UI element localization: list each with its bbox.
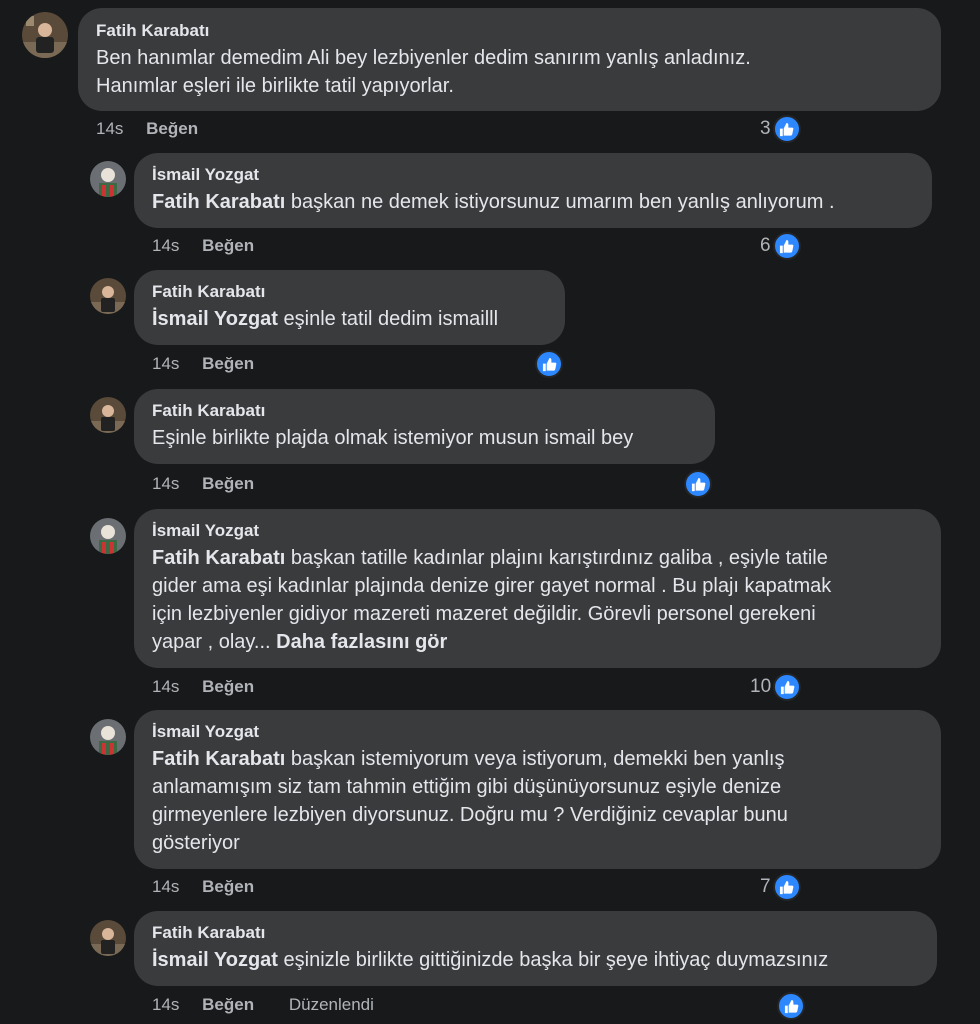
- comment-meta: [152, 234, 284, 258]
- comment-text: İsmail Yozgat eşinle tatil dedim ismailll: [152, 308, 499, 330]
- reaction-summary[interactable]: [684, 469, 712, 499]
- comment-text: Fatih Karabatı başkan istemiyorum veya istiyorum, demekki ben yanlış anlamamışım siz tam tahmin ettiğim gibi düşünüyorsunuz eşiyle denize girmeyenlere lezbiyen diyorsunuz. Doğru mu ? Verdiğiniz cevaplar bunu gösteriyor: [152, 748, 788, 854]
- avatar[interactable]: [90, 161, 126, 197]
- comment-text: Eşinle birlikte plajda olmak istemiyor musun ismail bey: [152, 427, 634, 449]
- comment-time[interactable]: 14s: [152, 995, 180, 1014]
- comment-time[interactable]: 14s: [96, 119, 124, 138]
- comment-time[interactable]: 14s: [152, 474, 180, 493]
- comment-meta: [152, 675, 284, 699]
- comment-text: Ben hanımlar demedim Ali bey lezbiyenler dedim sanırım yanlış anladınız. Hanımlar eşleri ile birlikte tatil yapıyorlar.: [96, 47, 751, 97]
- comment-meta: [152, 472, 284, 496]
- comment-bubble: [78, 8, 941, 111]
- avatar[interactable]: [90, 518, 126, 554]
- avatar[interactable]: [90, 397, 126, 433]
- comment-bubble: [134, 153, 932, 228]
- mention-link[interactable]: İsmail Yozgat: [152, 949, 278, 971]
- thumbs-up-icon: [535, 350, 563, 378]
- mention-link[interactable]: Fatih Karabatı: [152, 547, 286, 569]
- comment-time[interactable]: 14s: [152, 677, 180, 696]
- reaction-summary[interactable]: [535, 349, 563, 379]
- reaction-count: 6: [760, 235, 771, 256]
- comment-bubble: [134, 509, 941, 668]
- comment-bubble: [134, 270, 565, 345]
- thumbs-up-icon: [773, 873, 801, 901]
- avatar[interactable]: [90, 920, 126, 956]
- reaction-summary[interactable]: [777, 991, 805, 1021]
- reaction-count: 3: [760, 118, 771, 139]
- comment-author[interactable]: İsmail Yozgat: [152, 165, 260, 184]
- reaction-count: 7: [760, 876, 771, 897]
- thumbs-up-icon: [773, 232, 801, 260]
- like-button[interactable]: Beğen: [202, 677, 255, 696]
- avatar[interactable]: [90, 719, 126, 755]
- comment-text: Fatih Karabatı başkan ne demek istiyorsunuz umarım ben yanlış anlıyorum .: [152, 191, 835, 213]
- reaction-count: 10: [750, 676, 772, 697]
- reaction-summary[interactable]: [750, 672, 801, 702]
- thumbs-up-icon: [773, 673, 801, 701]
- comment-meta: [152, 875, 284, 899]
- comment-author[interactable]: İsmail Yozgat: [152, 722, 260, 741]
- like-button[interactable]: Beğen: [202, 995, 255, 1014]
- thumbs-up-icon: [684, 470, 712, 498]
- thumbs-up-icon: [773, 115, 801, 143]
- edited-label[interactable]: Düzenlendi: [288, 995, 374, 1014]
- comment-text: Fatih Karabatı başkan tatille kadınlar plajını karıştırdınız galiba , eşiyle tatile gider ama eşi kadınlar plajında denize girer gayet normal . Bu plajı kapatmak için lezbiyenler gidiyor mazereti mazeret değildir. Görevli personel gerekeni yapar , olay... Daha fazlasını gör: [152, 547, 832, 653]
- like-button[interactable]: Beğen: [146, 119, 199, 138]
- reaction-summary[interactable]: [760, 872, 801, 902]
- reaction-summary[interactable]: [760, 114, 801, 144]
- like-button[interactable]: Beğen: [202, 236, 255, 255]
- mention-link[interactable]: Fatih Karabatı: [152, 191, 286, 213]
- comment-meta: [152, 993, 374, 1017]
- see-more-link[interactable]: Daha fazlasını gör: [276, 631, 448, 653]
- comment-time[interactable]: 14s: [152, 236, 180, 255]
- comment-bubble: [134, 911, 937, 986]
- mention-link[interactable]: Fatih Karabatı: [152, 748, 286, 770]
- comment-bubble: [134, 710, 941, 869]
- avatar[interactable]: [90, 278, 126, 314]
- like-button[interactable]: Beğen: [202, 354, 255, 373]
- reaction-summary[interactable]: [760, 231, 801, 261]
- comment-author[interactable]: Fatih Karabatı: [152, 282, 266, 301]
- comment-time[interactable]: 14s: [152, 354, 180, 373]
- comment-meta: [152, 352, 284, 376]
- avatar[interactable]: [22, 12, 68, 58]
- thumbs-up-icon: [777, 992, 805, 1020]
- comment-bubble: [134, 389, 715, 464]
- comment-meta: [96, 117, 228, 141]
- comment-author[interactable]: İsmail Yozgat: [152, 521, 260, 540]
- like-button[interactable]: Beğen: [202, 877, 255, 896]
- comment-time[interactable]: 14s: [152, 877, 180, 896]
- comment-author[interactable]: Fatih Karabatı: [152, 401, 266, 420]
- comment-author[interactable]: Fatih Karabatı: [152, 923, 266, 942]
- mention-link[interactable]: İsmail Yozgat: [152, 308, 278, 330]
- comment-text: İsmail Yozgat eşinizle birlikte gittiğinizde başka bir şeye ihtiyaç duymazsınız: [152, 949, 829, 971]
- like-button[interactable]: Beğen: [202, 474, 255, 493]
- comment-author[interactable]: Fatih Karabatı: [96, 21, 210, 40]
